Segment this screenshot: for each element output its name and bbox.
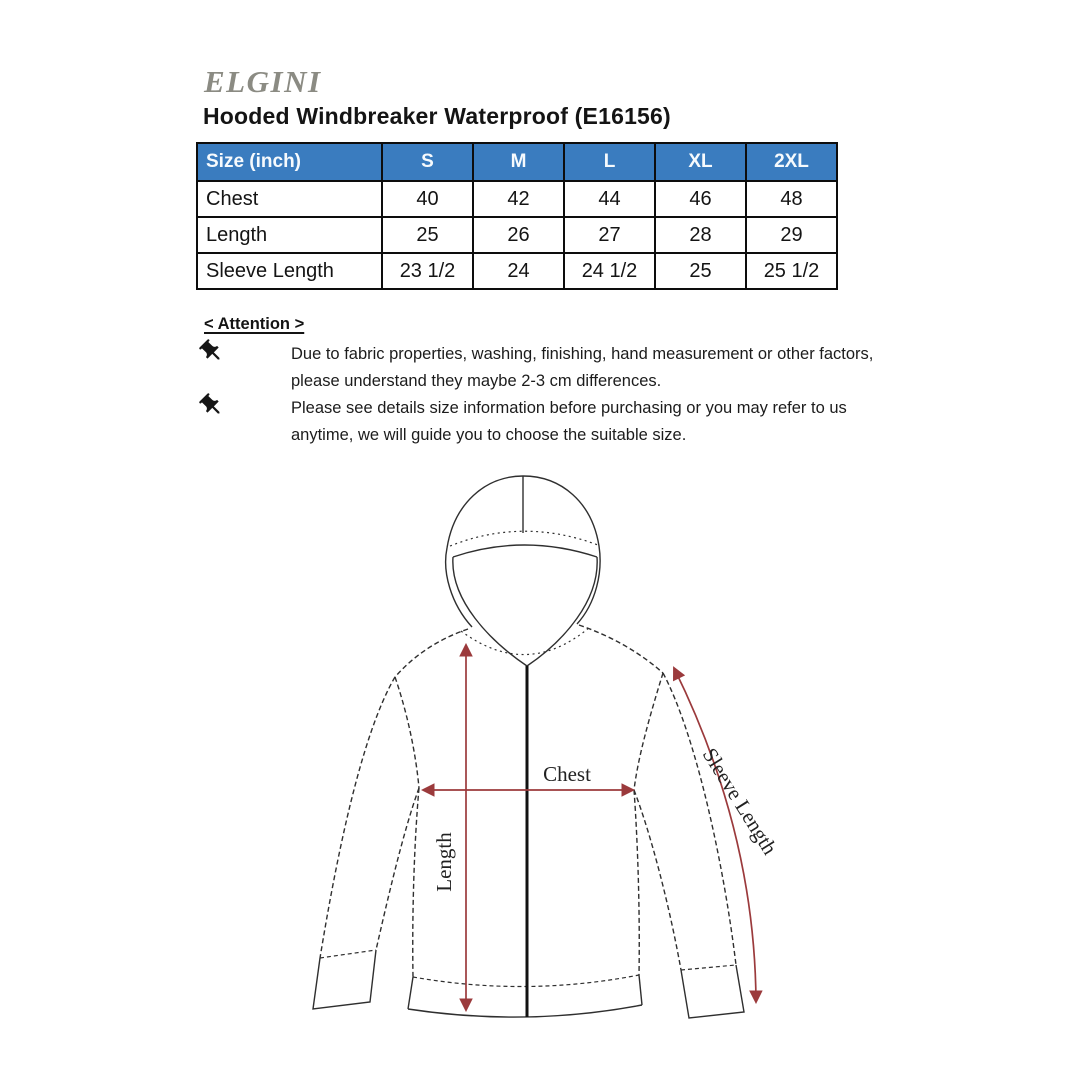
hem-side-left xyxy=(408,977,413,1009)
pushpin-icon xyxy=(192,332,230,370)
table-header-s: S xyxy=(382,143,473,181)
hoodie-outline xyxy=(313,476,744,1018)
attention-item-2-line-2: anytime, we will guide you to choose the suitable size. xyxy=(291,426,687,444)
hood-inner-rim xyxy=(453,545,597,557)
body-side-right xyxy=(634,790,639,975)
table-row-chest xyxy=(197,181,837,217)
table-cell: 40 xyxy=(382,181,473,217)
chest-label: Chest xyxy=(543,762,591,786)
table-header-m: M xyxy=(473,143,564,181)
cuff-left-seam xyxy=(320,950,376,958)
table-cell: 24 1/2 xyxy=(564,253,655,289)
row-label: Sleeve Length xyxy=(197,253,382,289)
cuff-left xyxy=(313,950,376,1009)
size-table-header-row xyxy=(197,143,837,181)
row-label: Length xyxy=(197,217,382,253)
table-cell: 25 1/2 xyxy=(746,253,837,289)
size-table xyxy=(196,142,838,290)
table-header-xl: XL xyxy=(655,143,746,181)
table-cell: 23 1/2 xyxy=(382,253,473,289)
table-cell: 28 xyxy=(655,217,746,253)
table-cell: 44 xyxy=(564,181,655,217)
garment-measurement-diagram xyxy=(300,460,800,1040)
attention-item-2 xyxy=(291,395,916,449)
table-cell: 26 xyxy=(473,217,564,253)
table-header-size: Size (inch) xyxy=(197,143,382,181)
hoodie-diagram-svg xyxy=(300,460,800,1040)
sleeve-length-arrow xyxy=(674,668,756,1002)
table-cell: 25 xyxy=(382,217,473,253)
length-label: Length xyxy=(432,832,456,892)
body-side-left xyxy=(413,788,419,977)
table-cell: 48 xyxy=(746,181,837,217)
armhole-right xyxy=(634,673,663,790)
table-cell: 42 xyxy=(473,181,564,217)
table-cell: 29 xyxy=(746,217,837,253)
shoulder-left xyxy=(395,629,468,677)
sleeve-inner-right xyxy=(634,790,681,970)
table-header-2xl: 2XL xyxy=(746,143,837,181)
attention-item-1 xyxy=(291,341,916,395)
sleeve-length-label: Sleeve Length xyxy=(697,743,783,859)
hem-bottom xyxy=(408,1005,642,1017)
table-cell: 27 xyxy=(564,217,655,253)
hood-dotted-seam xyxy=(450,531,598,546)
cuff-right xyxy=(681,965,744,1018)
measurement-labels xyxy=(432,744,782,892)
table-cell: 25 xyxy=(655,253,746,289)
collar-dotted-seam xyxy=(461,627,590,655)
product-title: Hooded Windbreaker Waterproof (E16156) xyxy=(203,103,671,129)
table-cell: 46 xyxy=(655,181,746,217)
table-row-sleeve-length xyxy=(197,253,837,289)
cuff-right-seam xyxy=(681,965,736,970)
hood-face-opening-left xyxy=(453,557,527,666)
attention-heading: < Attention > xyxy=(204,315,305,333)
attention-item-1-line-1: Due to fabric properties, washing, finishing, hand measurement or other factors, xyxy=(291,345,874,363)
table-header-l: L xyxy=(564,143,655,181)
hem-side-right xyxy=(639,975,642,1005)
table-row-length xyxy=(197,217,837,253)
row-label: Chest xyxy=(197,181,382,217)
armhole-left xyxy=(395,677,419,788)
shoulder-right xyxy=(579,625,663,673)
sleeve-outer-right xyxy=(663,673,736,965)
attention-item-1-line-2: please understand they maybe 2-3 cm differences. xyxy=(291,372,662,390)
attention-item-2-line-1: Please see details size information before purchasing or you may refer to us xyxy=(291,399,847,417)
table-cell: 24 xyxy=(473,253,564,289)
pushpin-icon xyxy=(192,386,230,424)
brand-logo: ELGINI xyxy=(204,64,322,99)
measurement-arrows xyxy=(423,645,756,1010)
